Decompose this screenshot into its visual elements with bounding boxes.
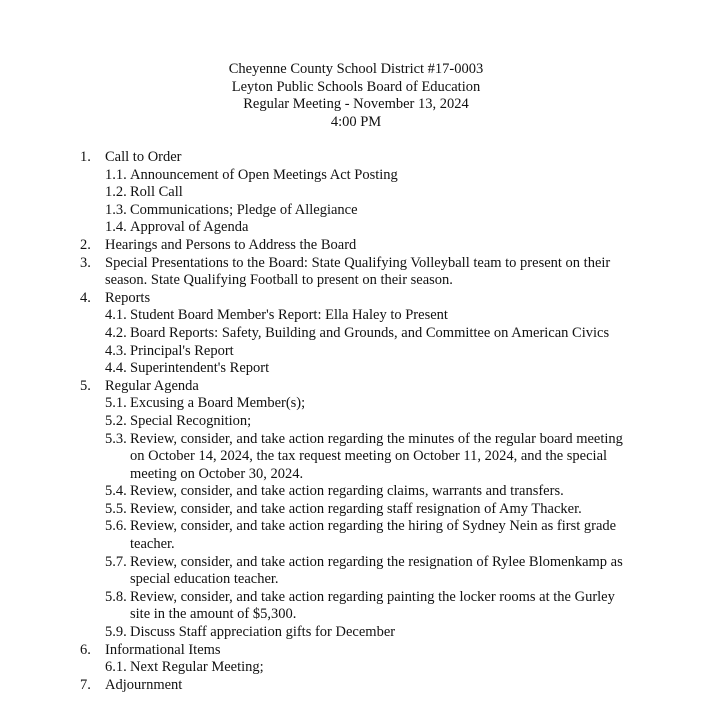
agenda-item-2 <box>0 237 712 255</box>
item-number: 5.1. <box>105 395 127 412</box>
agenda-item-5-8 <box>0 589 712 624</box>
item-text: Review, consider, and take action regarding claims, warrants and transfers. <box>130 483 564 500</box>
item-text: Informational Items <box>105 641 221 658</box>
item-number: 5.4. <box>105 483 127 500</box>
item-number: 4.4. <box>105 360 127 377</box>
item-number: 5. <box>80 377 91 394</box>
item-number: 5.3. <box>105 430 127 447</box>
item-text: Review, consider, and take action regarding staff resignation of Amy Thacker. <box>130 500 582 517</box>
agenda-item-5-9 <box>0 624 712 642</box>
item-number: 4.2. <box>105 324 127 341</box>
item-number: 1.4. <box>105 219 127 236</box>
item-number: 2. <box>80 236 91 253</box>
item-number: 5.5. <box>105 500 127 517</box>
item-text: Principal's Report <box>130 342 234 359</box>
meeting-title: Regular Meeting - November 13, 2024 <box>243 96 469 112</box>
item-text: Special Presentations to the Board: State Qualifying Volleyball team to present on their season. State Qualifying Football to present on their season. <box>105 254 611 289</box>
agenda-item-1-3 <box>0 202 712 220</box>
agenda-item-4-4 <box>0 360 712 378</box>
agenda-item-1-2 <box>0 184 712 202</box>
item-text: Call to Order <box>105 149 182 165</box>
item-text: Next Regular Meeting; <box>130 659 264 676</box>
item-text: Excusing a Board Member(s); <box>130 395 306 412</box>
district-name: Cheyenne County School District #17-0003 <box>228 61 484 77</box>
item-text: Review, consider, and take action regarding the resignation of Rylee Blomenkamp as special education teacher. <box>130 553 623 588</box>
item-number: 5.6. <box>105 518 127 535</box>
item-text: Review, consider, and take action regarding the minutes of the regular board meeting on October 14, 2024, the tax request meeting on October 11, 2024, and the special meeting on October 30, 2024. <box>130 430 623 482</box>
item-text: Board Reports: Safety, Building and Grounds, and Committee on American Civics <box>130 324 610 341</box>
item-number: 7. <box>80 676 91 693</box>
item-number: 5.2. <box>105 412 127 429</box>
item-text: Reports <box>105 289 151 306</box>
item-number: 1.2. <box>105 184 127 201</box>
agenda-item-4-2 <box>0 325 712 343</box>
item-text: Special Recognition; <box>130 412 252 429</box>
agenda-item-5-6 <box>0 518 712 553</box>
item-text: Student Board Member's Report: Ella Haley to Present <box>130 307 448 324</box>
agenda-item-5-4 <box>0 483 712 501</box>
agenda-item-6 <box>0 642 712 660</box>
item-number: 6.1. <box>105 659 127 676</box>
agenda-item-5-3 <box>0 431 712 484</box>
agenda-item-5-5 <box>0 501 712 519</box>
agenda-list <box>0 149 712 694</box>
item-text: Hearings and Persons to Address the Board <box>105 236 357 253</box>
item-text: Announcement of Open Meetings Act Posting <box>130 166 398 183</box>
item-number: 5.9. <box>105 624 127 641</box>
item-text: Roll Call <box>130 184 183 201</box>
agenda-item-1-1 <box>0 167 712 185</box>
agenda-item-3 <box>0 255 712 290</box>
item-number: 3. <box>80 254 91 271</box>
agenda-item-4-1 <box>0 307 712 325</box>
agenda-item-4 <box>0 290 712 308</box>
board-name: Leyton Public Schools Board of Education <box>231 78 481 95</box>
item-text: Discuss Staff appreciation gifts for December <box>130 624 396 641</box>
agenda-item-4-3 <box>0 343 712 361</box>
item-number: 4. <box>80 289 91 306</box>
item-text: Regular Agenda <box>105 377 199 394</box>
item-number: 4.1. <box>105 307 127 324</box>
document-header <box>0 61 712 131</box>
agenda-item-1-4 <box>0 219 712 237</box>
item-text: Approval of Agenda <box>130 219 249 236</box>
agenda-item-6-1 <box>0 659 712 677</box>
meeting-time: 4:00 PM <box>330 113 382 130</box>
item-text: Review, consider, and take action regarding painting the locker rooms at the Gurley site in the amount of $5,300. <box>130 588 615 623</box>
item-text: Adjournment <box>105 676 183 693</box>
item-number: 1. <box>80 149 91 165</box>
item-number: 1.3. <box>105 201 127 218</box>
agenda-item-5 <box>0 378 712 396</box>
agenda-item-1 <box>0 149 712 167</box>
agenda-item-7 <box>0 677 712 695</box>
agenda-item-5-7 <box>0 554 712 589</box>
item-text: Superintendent's Report <box>130 360 270 377</box>
item-number: 5.8. <box>105 588 127 605</box>
item-text: Communications; Pledge of Allegiance <box>130 201 358 218</box>
item-number: 4.3. <box>105 342 127 359</box>
item-number: 5.7. <box>105 553 127 570</box>
item-number: 1.1. <box>105 166 127 183</box>
item-number: 6. <box>80 641 91 658</box>
agenda-item-5-1 <box>0 395 712 413</box>
agenda-item-5-2 <box>0 413 712 431</box>
item-text: Review, consider, and take action regarding the hiring of Sydney Nein as first grade teacher. <box>130 518 617 553</box>
